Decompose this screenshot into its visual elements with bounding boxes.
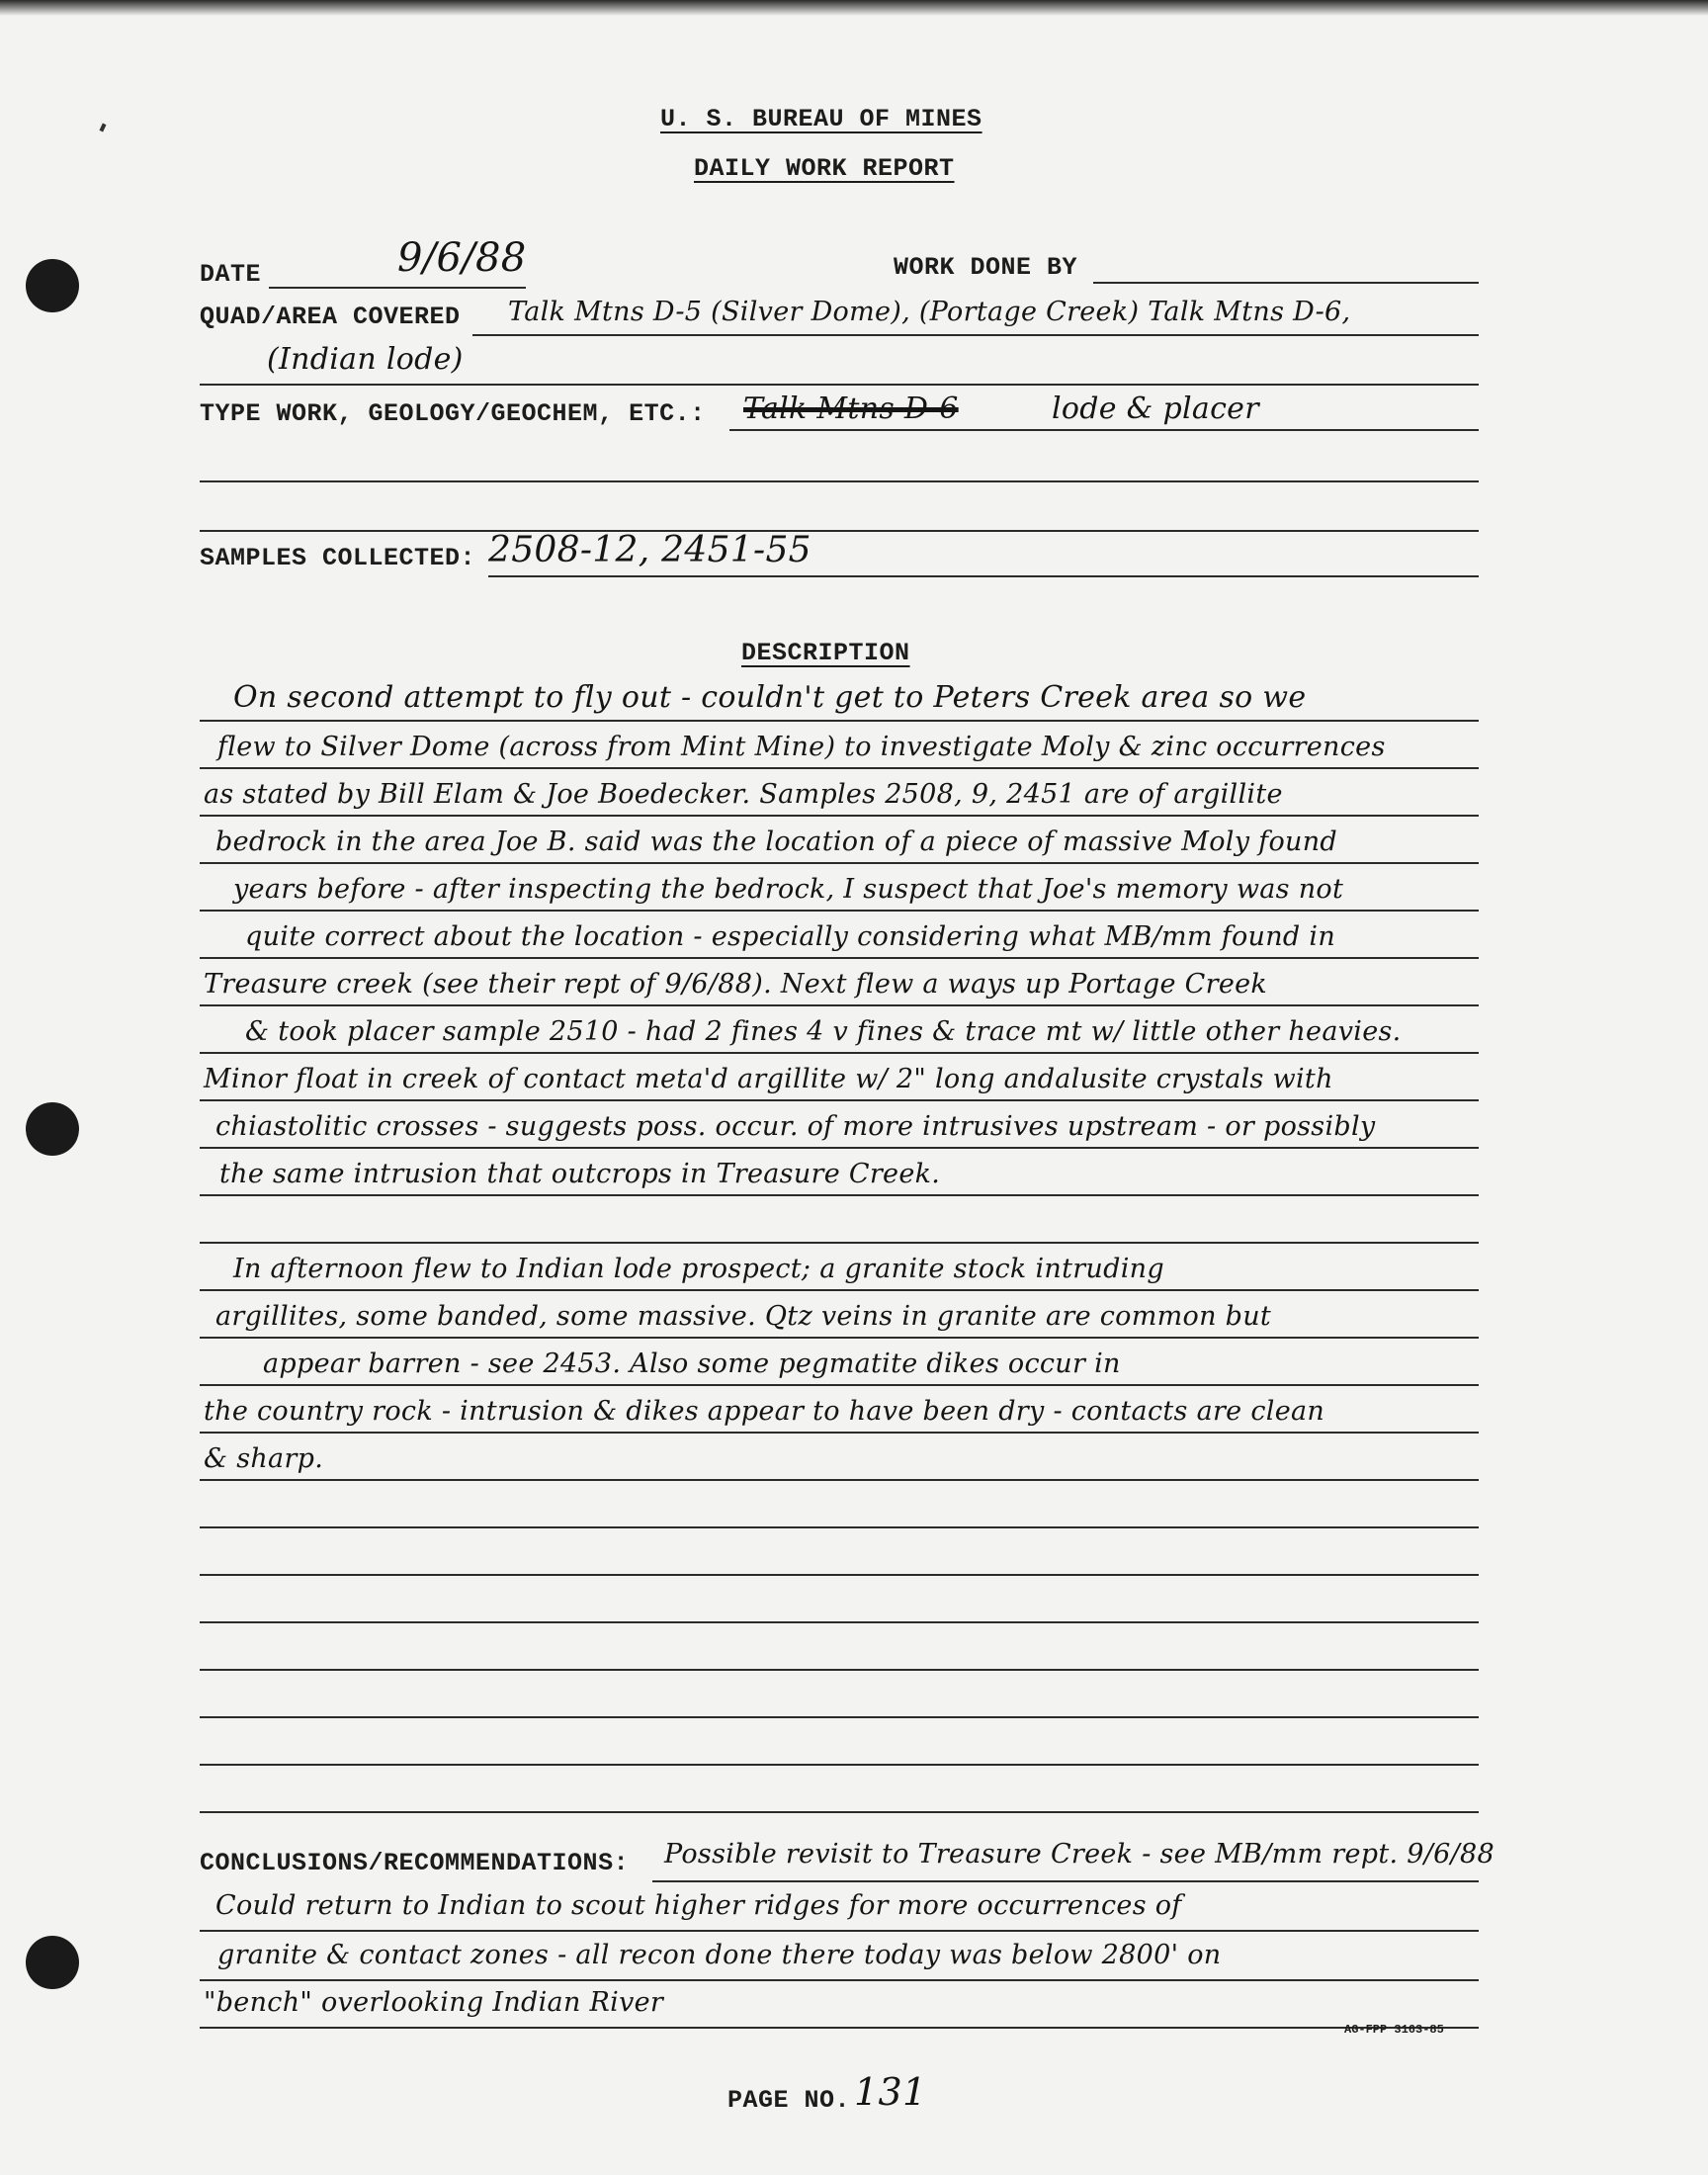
description-line: flew to Silver Dome (across from Mint Mine) to investigate Moly & zinc occurrences [217,732,1386,762]
description-line: as stated by Bill Elam & Joe Boedecker. Samples 2508, 9, 2451 are of argillite [204,779,1283,810]
description-rule [200,1052,1479,1054]
description-rule [200,957,1479,959]
form-code: AG-FPP 3163-85 [1344,2023,1444,2037]
description-rule [200,1432,1479,1434]
date-label: DATE [200,260,262,289]
description-rule [200,862,1479,864]
quad-area-value-line-1: Talk Mtns D-5 (Silver Dome), (Portage Creek) Talk Mtns D-6, [508,297,1351,327]
conclusions-line-text: Possible revisit to Treasure Creek - see MB/mm rept. 9/6/88 [664,1839,1494,1870]
description-line: Treasure creek (see their rept of 9/6/88). Next flew a ways up Portage Creek [204,969,1268,1000]
description-rule [200,1526,1479,1528]
description-line: argillites, some banded, some massive. Qtz veins in granite are common but [215,1301,1272,1332]
conclusions-line-text: granite & contact zones - all recon done there today was below 2800' on [217,1940,1222,1970]
conclusions-line [200,1979,1479,1981]
description-rule [200,1099,1479,1101]
work-done-by-label: WORK DONE BY [894,253,1078,282]
description-heading: DESCRIPTION [741,639,910,667]
description-rule [200,720,1479,722]
description-line: & sharp. [204,1443,324,1474]
description-line: & took placer sample 2510 - had 2 fines 4 v fines & trace mt w/ little other heavies. [245,1016,1402,1047]
description-line: quite correct about the location - especially considering what MB/mm found in [245,921,1336,952]
description-rule [200,1479,1479,1481]
samples-collected-line [488,575,1479,577]
quad-area-line-2 [200,384,1479,386]
description-rule [200,1669,1479,1671]
conclusions-line-text: Could return to Indian to scout higher ridges for more occurrences of [215,1890,1182,1921]
description-rule [200,910,1479,912]
description-line: chiastolitic crosses - suggests poss. occur. of more intrusives upstream - or possibly [215,1111,1376,1142]
description-rule [200,815,1479,817]
page-number-label: PAGE NO. [727,2086,851,2115]
quad-area-line-1 [472,334,1479,336]
description-line: appear barren - see 2453. Also some pegmatite dikes occur in [263,1348,1121,1379]
description-rule [200,1574,1479,1576]
description-line: On second attempt to fly out - couldn't get to Peters Creek area so we [233,680,1307,715]
conclusions-line [200,1930,1479,1932]
type-work-line-1 [729,429,1479,431]
description-rule [200,1716,1479,1718]
type-work-line-3 [200,530,1479,532]
conclusions-line-text: "bench" overlooking Indian River [204,1987,664,2018]
samples-collected-value: 2508-12, 2451-55 [488,530,811,570]
description-rule [200,1004,1479,1006]
page-number-value: 131 [854,2070,927,2114]
work-done-by-line [1093,282,1479,284]
description-rule [200,767,1479,769]
date-line [269,287,526,289]
description-rule [200,1621,1479,1623]
quad-area-label: QUAD/AREA COVERED [200,303,461,331]
form-title: DAILY WORK REPORT [694,154,955,183]
description-rule [200,1289,1479,1291]
description-rule [200,1337,1479,1339]
type-work-label: TYPE WORK, GEOLOGY/GEOCHEM, ETC.: [200,399,706,428]
description-rule [200,1811,1479,1813]
scan-mark [99,124,106,132]
date-value: 9/6/88 [397,235,527,281]
description-rule [200,1194,1479,1196]
type-work-struck-text: Talk Mtns D-6 [743,392,959,426]
description-line: the country rock - intrusion & dikes appear to have been dry - contacts are clean [204,1396,1325,1427]
type-work-value: lode & placer [1052,392,1259,426]
binder-hole-top [26,259,79,312]
description-line: years before - after inspecting the bedrock, I suspect that Joe's memory was not [233,874,1344,905]
description-line: the same intrusion that outcrops in Treasure Creek. [219,1159,941,1189]
description-line: Minor float in creek of contact meta'd argillite w/ 2" long andalusite crystals with [204,1064,1333,1094]
conclusions-line [652,1880,1479,1882]
quad-area-value-line-2: (Indian lode) [267,342,464,377]
binder-hole-bottom [26,1936,79,1989]
description-rule [200,1764,1479,1766]
scan-top-edge [0,0,1708,16]
description-rule [200,1242,1479,1244]
type-work-line-2 [200,480,1479,482]
conclusions-line [200,2027,1479,2029]
description-line: In afternoon flew to Indian lode prospect; a granite stock intruding [233,1254,1164,1284]
description-line: bedrock in the area Joe B. said was the location of a piece of massive Moly found [215,826,1337,857]
agency-title: U. S. BUREAU OF MINES [660,105,982,133]
binder-hole-middle [26,1102,79,1156]
description-rule [200,1384,1479,1386]
description-rule [200,1147,1479,1149]
samples-collected-label: SAMPLES COLLECTED: [200,544,476,572]
conclusions-label: CONCLUSIONS/RECOMMENDATIONS: [200,1849,630,1877]
